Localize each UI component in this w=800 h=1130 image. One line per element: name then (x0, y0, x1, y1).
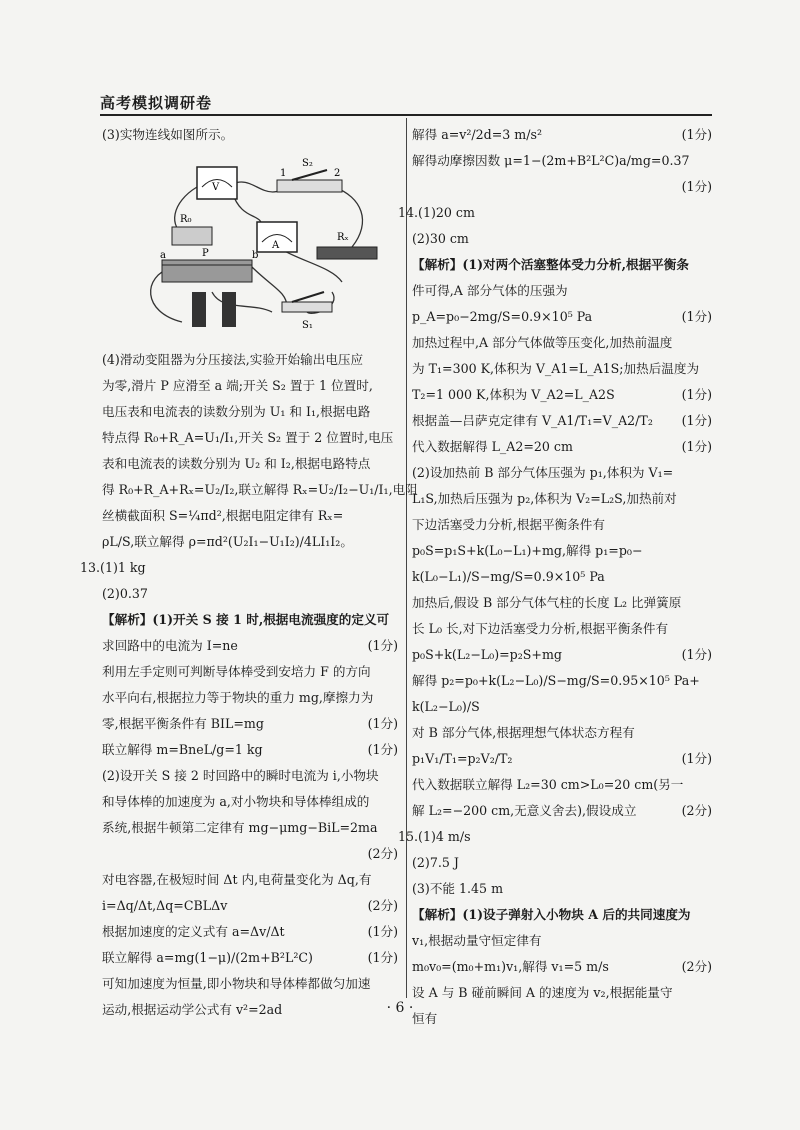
analysis-heading: 【解析】(1)对两个活塞整体受力分析,根据平衡条 (412, 257, 689, 272)
text-line: 特点得 R₀+R_A=U₁/I₁,开关 S₂ 置于 2 位置时,电压 (102, 430, 394, 445)
label-p: P (202, 248, 209, 259)
score: (2分) (367, 846, 398, 861)
switch-s1 (282, 302, 332, 312)
question-14-answer-2: (2)30 cm (412, 231, 469, 246)
text-line: 电压表和电流表的读数分别为 U₁ 和 I₁,根据电路 (102, 404, 371, 419)
text-line: 为 T₁=300 K,体积为 V_A1=L_A1S;加热后温度为 (412, 361, 700, 376)
resistor-r0 (172, 227, 212, 245)
analysis-heading: 【解析】(1)设子弹射入小物块 A 后的共同速度为 (412, 907, 691, 922)
score: (1分) (367, 638, 398, 653)
text-line: 联立解得 m=BneL/g=1 kg (102, 742, 263, 757)
text-line: 根据加速度的定义式有 a=Δv/Δt (102, 924, 285, 939)
text-line: L₁S,加热后压强为 p₂,体积为 V₂=L₂S,加热前对 (412, 491, 677, 506)
score: (1分) (367, 924, 398, 939)
question-13-answer-1: 13.(1)1 kg (80, 560, 146, 575)
score: (1分) (681, 439, 712, 454)
question-15-answer-3: (3)不能 1.45 m (412, 881, 504, 896)
rheostat (162, 260, 252, 282)
text-line: ρL/S,联立解得 ρ=πd²(U₂I₁−U₁I₂)/4LI₁I₂。 (102, 534, 353, 549)
label-rx: Rₓ (337, 232, 349, 243)
battery-2 (222, 292, 236, 327)
circuit-figure (102, 152, 398, 332)
text-line: p₀S=p₁S+k(L₀−L₁)+mg,解得 p₁=p₀− (412, 543, 643, 558)
text-line: 长 L₀ 长,对下边活塞受力分析,根据平衡条件有 (412, 621, 669, 636)
text-line: 对电容器,在极短时间 Δt 内,电荷量变化为 Δq,有 (102, 872, 372, 887)
text-line: m₀v₀=(m₀+m₁)v₁,解得 v₁=5 m/s (412, 959, 609, 974)
score: (1分) (681, 387, 712, 402)
header-rule (100, 114, 712, 116)
text-line: 恒有 (412, 1011, 438, 1026)
text-line: 对 B 部分气体,根据理想气体状态方程有 (412, 725, 635, 740)
text-line: 丝横截面积 S=¼πd²,根据电阻定律有 Rₓ= (102, 508, 344, 523)
page-header-title: 高考模拟调研卷 (100, 94, 213, 112)
text-line: k(L₀−L₁)/S−mg/S=0.9×10⁵ Pa (412, 569, 605, 584)
score: (1分) (367, 716, 398, 731)
text-line: i=Δq/Δt,Δq=CBLΔv (102, 898, 228, 913)
text-line: 解得 a=v²/2d=3 m/s² (412, 127, 542, 142)
text-line: (2)设加热前 B 部分气体压强为 p₁,体积为 V₁= (412, 465, 674, 480)
score: (1分) (681, 751, 712, 766)
text-line: p₁V₁/T₁=p₂V₂/T₂ (412, 751, 513, 766)
score: (1分) (681, 647, 712, 662)
text-line: 加热后,假设 B 部分气体气柱的长度 L₂ 比弹簧原 (412, 595, 682, 610)
text-line: v₁,根据动量守恒定律有 (412, 933, 542, 948)
text-line: 零,根据平衡条件有 BIL=mg (102, 716, 264, 731)
score: (1分) (681, 309, 712, 324)
battery-1 (192, 292, 206, 327)
label-r0: R₀ (180, 214, 192, 225)
label-s2: S₂ (302, 158, 313, 169)
question-15-answer-1: 15.(1)4 m/s (398, 829, 471, 844)
text-line: 联立解得 a=mg(1−μ)/(2m+B²L²C) (102, 950, 313, 965)
text-line: (4)滑动变阻器为分压接法,实验开始输出电压应 (102, 352, 364, 367)
text-line: 表和电流表的读数分别为 U₂ 和 I₂,根据电路特点 (102, 456, 371, 471)
score: (1分) (367, 742, 398, 757)
text-line: 代入数据联立解得 L₂=30 cm>L₀=20 cm(另一 (412, 777, 684, 792)
text-line: 解得 p₂=p₀+k(L₂−L₀)/S−mg/S=0.95×10⁵ Pa+ (412, 673, 700, 688)
score: (1分) (681, 127, 712, 142)
text-line: 根据盖—吕萨克定律有 V_A1/T₁=V_A2/T₂ (412, 413, 653, 428)
text-line: p_A=p₀−2mg/S=0.9×10⁵ Pa (412, 309, 593, 324)
column-divider (406, 118, 407, 998)
label-pos-2: 2 (334, 168, 341, 179)
right-column (398, 122, 712, 1032)
switch-s2 (277, 180, 342, 192)
text-line: k(L₂−L₀)/S (412, 699, 480, 714)
text-line: 加热过程中,A 部分气体做等压变化,加热前温度 (412, 335, 673, 350)
ammeter-label: A (272, 240, 280, 251)
analysis-heading: 【解析】(1)开关 S 接 1 时,根据电流强度的定义可 (102, 612, 390, 627)
text-line: 可知加速度为恒量,即小物块和导体棒都做匀加速 (102, 976, 371, 991)
question-14-answer-1: 14.(1)20 cm (398, 205, 475, 220)
text-line: (3)实物连线如图所示。 (102, 127, 234, 142)
text-line: p₀S+k(L₂−L₀)=p₂S+mg (412, 647, 562, 662)
question-15-answer-2: (2)7.5 J (412, 855, 459, 870)
text-line: 件可得,A 部分气体的压强为 (412, 283, 568, 298)
text-line: 为零,滑片 P 应滑至 a 端;开关 S₂ 置于 1 位置时, (102, 378, 373, 393)
text-line: 求回路中的电流为 I=ne (102, 638, 238, 653)
label-b: b (252, 250, 259, 261)
text-line: 运动,根据运动学公式有 v²=2ad (102, 1002, 283, 1017)
text-line: 利用左手定则可判断导体棒受到安培力 F 的方向 (102, 664, 371, 679)
text-line: 水平向右,根据拉力等于物块的重力 mg,摩擦力为 (102, 690, 374, 705)
score: (2分) (681, 959, 712, 974)
left-column (80, 122, 418, 1023)
score: (2分) (681, 803, 712, 818)
text-line: 下边活塞受力分析,根据平衡条件有 (412, 517, 605, 532)
score: (2分) (367, 898, 398, 913)
text-line: 解得动摩擦因数 μ=1−(2m+B²L²C)a/mg=0.37 (412, 153, 690, 168)
label-a: a (160, 250, 166, 261)
score: (1分) (681, 413, 712, 428)
resistor-rx (317, 247, 377, 259)
text-line: 代入数据解得 L_A2=20 cm (412, 439, 573, 454)
text-line: (2)设开关 S 接 2 时回路中的瞬时电流为 i,小物块 (102, 768, 379, 783)
question-13-answer-2: (2)0.37 (102, 586, 148, 601)
text-line: 和导体棒的加速度为 a,对小物块和导体棒组成的 (102, 794, 370, 809)
label-s1: S₁ (302, 320, 313, 331)
text-line: T₂=1 000 K,体积为 V_A2=L_A2S (412, 387, 615, 402)
score: (1分) (367, 950, 398, 965)
voltmeter-label: V (212, 182, 220, 193)
label-pos-1: 1 (280, 168, 287, 179)
score: (1分) (681, 179, 712, 194)
text-line: 设 A 与 B 碰前瞬间 A 的速度为 v₂,根据能量守 (412, 985, 673, 1000)
text-line: 系统,根据牛顿第二定律有 mg−μmg−BiL=2ma (102, 820, 378, 835)
page-number: · 6 · (386, 1000, 414, 1016)
text-line: 解 L₂=−200 cm,无意义舍去),假设成立 (412, 803, 637, 818)
text-line: 得 R₀+R_A+Rₓ=U₂/I₂,联立解得 Rₓ=U₂/I₂−U₁/I₁,电阻 (102, 482, 418, 497)
